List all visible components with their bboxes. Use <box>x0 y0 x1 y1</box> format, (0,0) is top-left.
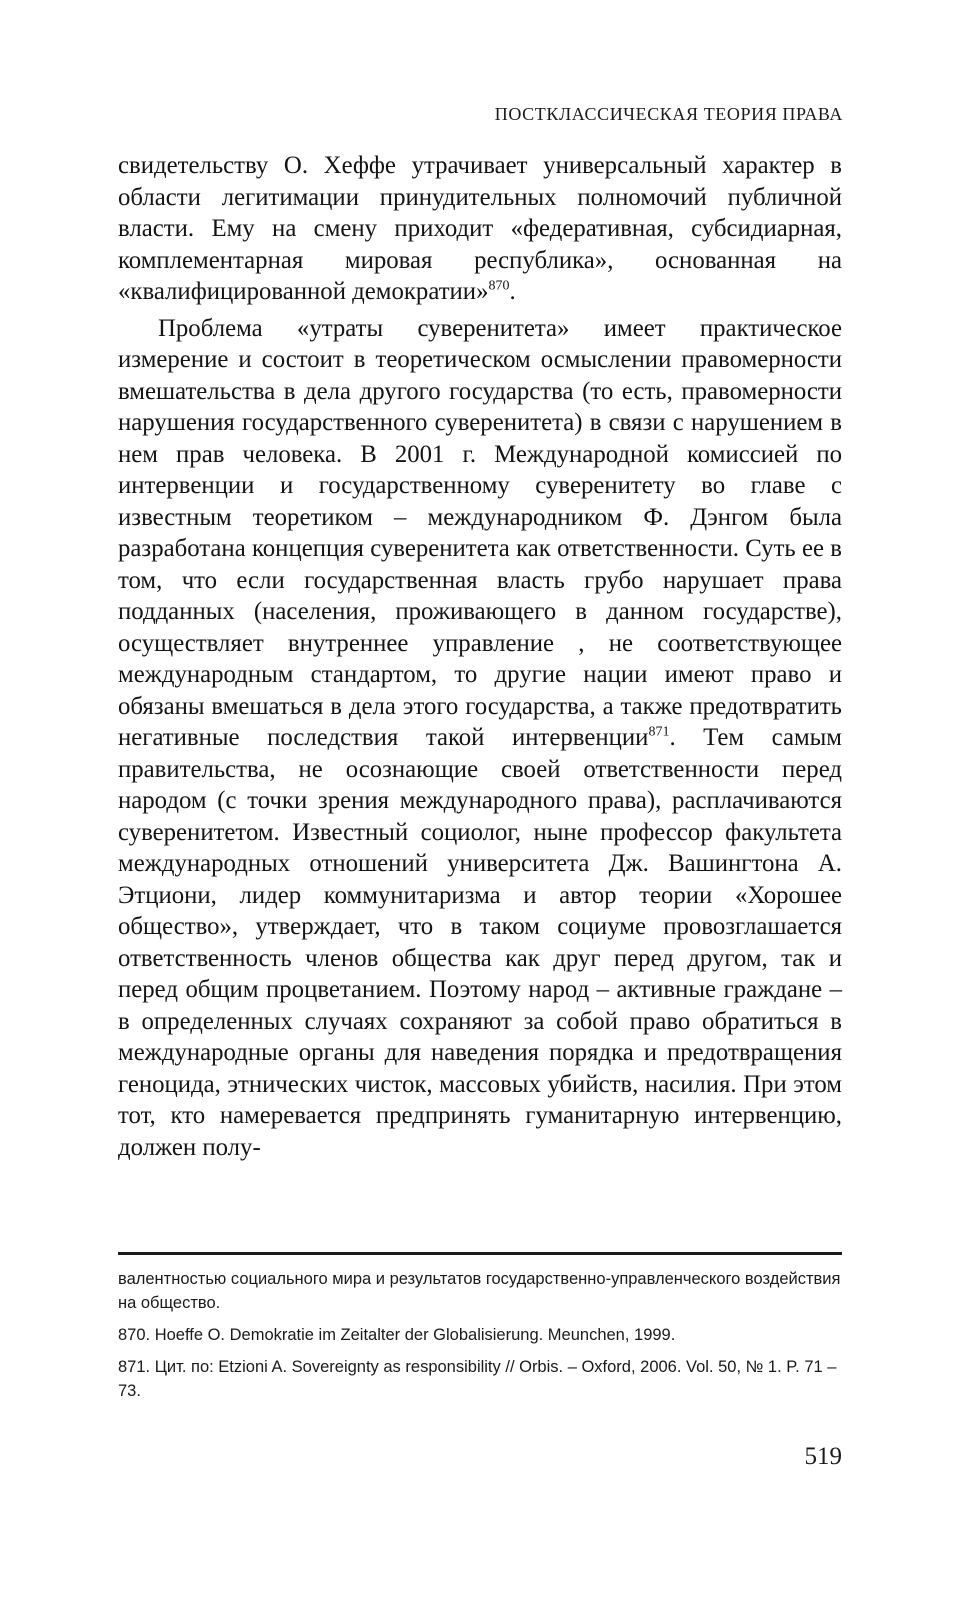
footnote-divider <box>118 1252 842 1255</box>
footnotes <box>118 1267 842 1411</box>
paragraph-text: Проблема «утраты суверенитета» имеет практическое измерение и состоит в теоретическом осмыслении правомерности вмешательства в дела другого государства (то есть, правомерности нарушения государственного суверенитета) в связи с нарушением в нем прав человека. В 2001 г. Международной комиссией по интервенции и государственному суверенитету во главе с известным теоретиком – международником Ф. Дэнгом была разработана концепция суверенитета как ответственности. Суть ее в том, что если государственная власть грубо нарушает права подданных (населения, проживающего в данном государстве), осуществляет внутреннее управление , не соответствующее международным стандартом, то другие нации имеют право и обязаны вмешаться в дела этого государства, а также предотвратить негативные последствия такой интервенции <box>118 314 842 751</box>
footnote-ref-871[interactable]: 871 <box>648 724 670 740</box>
paragraph-text: . Тем самым правительства, не осознающие своей ответственности перед народом (с точки зрения международного права), расплачиваются суверенитетом. Известный социолог, ныне профессор факультета международных отношений университета Дж. Вашингтона А. Этциони, лидер коммунитаризма и автор теории «Хорошее общество», утверждает, что в таком социуме провозглашается ответственность членов общества как друг перед другом, так и перед общим процветанием. Поэтому народ – активные граждане – в определенных случаях сохраняют за собой право обратиться в международные органы для наведения порядка и предотвращения геноцида, этнических чисток, массовых убийств, насилия. При этом тот, кто намеревается предпринять гуманитарную интервенцию, должен полу- <box>118 724 842 1161</box>
footnote-871: 871. Цит. по: Etzioni A. Sovereignty as responsibility // Orbis. – Oxford, 2006. Vol. 50, № 1. P. 71 – 73. <box>118 1358 837 1400</box>
running-head: ПОСТКЛАССИЧЕСКАЯ ТЕОРИЯ ПРАВА <box>494 104 843 124</box>
paragraph-2 <box>118 313 842 1164</box>
footnote-continuation: валентностью социального мира и результатов государственно-управленческого воздействия на общество. <box>118 1270 841 1312</box>
paragraph-text: свидетельству О. Хеффе утрачивает универсальный характер в области легитимации принудительных полномочий публичной власти. Ему на смену приходит «федеративная, субсидиарная, комплементарная мировая республика», основанная на «квалифицированной демократии» <box>118 152 842 305</box>
paragraph-text: . <box>509 278 516 305</box>
paragraph-1 <box>118 150 842 308</box>
body-text <box>118 150 842 1163</box>
page-number: 519 <box>804 1443 842 1470</box>
footnote-ref-870[interactable]: 870 <box>488 278 510 294</box>
footnote-870: 870. Hoeffe O. Demokratie im Zeitalter der Globalisierung. Meunchen, 1999. <box>118 1326 676 1344</box>
